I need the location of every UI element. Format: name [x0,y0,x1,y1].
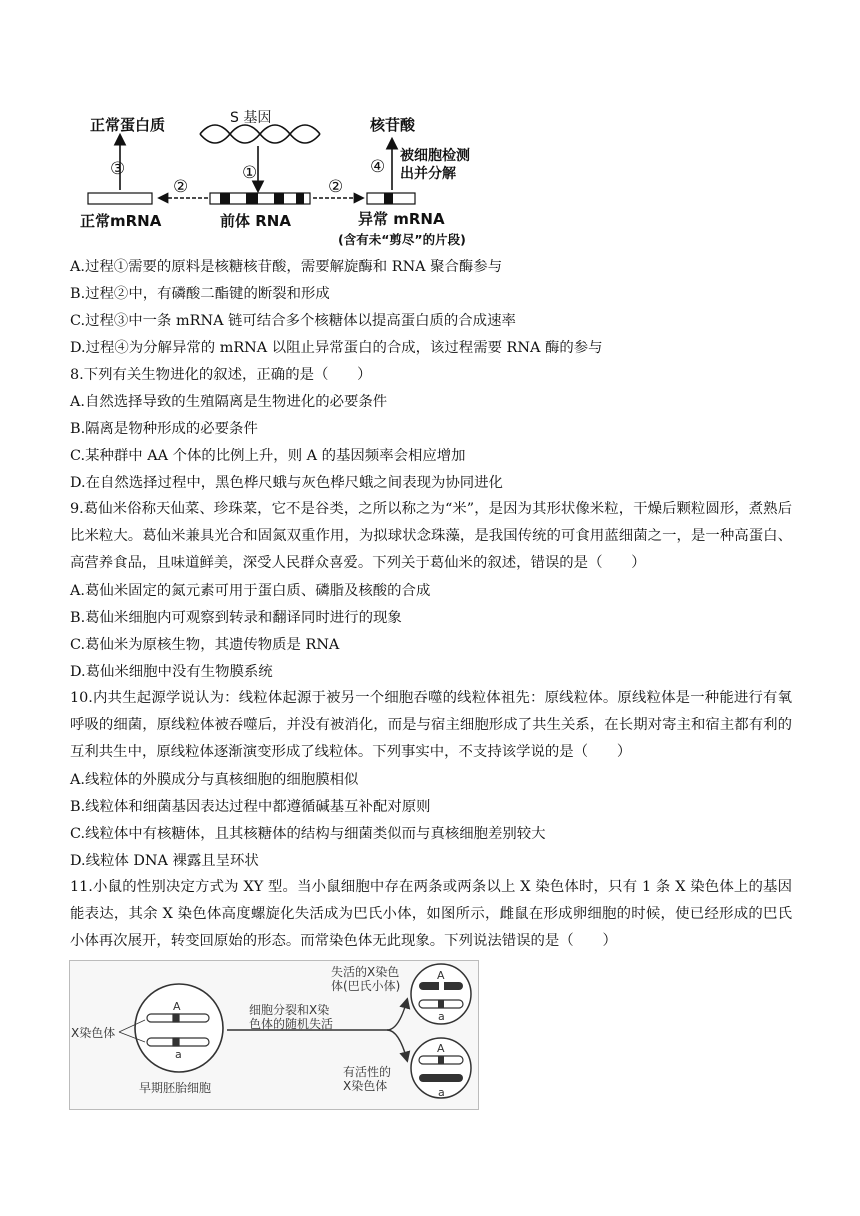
step-2-left-label: ② [173,177,189,197]
q11-stem: 11.小鼠的性别决定方式为 XY 型。当小鼠细胞中存在两条或两条以上 X 染色体时，只有 1 条 X 染色体上的基因能表达，其余 X 染色体高度螺旋化失活成为巴氏小体，如图所示，雌鼠在形成卵细胞的时候，使已经形成的巴氏小体再次展开，转变回原始的形态。而常染色体无此现象。下列说法错误的是（ ） [70,879,792,949]
x-chromosome-label: X染色体 [71,1026,116,1040]
q10-stem: 10.内共生起源学说认为：线粒体起源于被另一个细胞吞噬的线粒体祖先：原线粒体。原线粒体是一种能进行有氧呼吸的细菌，原线粒体被吞噬后，并没有被消化，而是与宿主细胞形成了共生关系，在长期对寄主和宿主都有利的互利共生中，原线粒体逐渐演变形成了线粒体。下列事实中，不支持该学说的是（ ） [70,690,792,760]
step-3-label: ③ [110,159,126,179]
figure-s-gene-processing [70,100,510,250]
q8-stem: 8.下列有关生物进化的叙述，正确的是（ ） [70,367,372,383]
normal-protein-label: 正常蛋白质 [90,116,166,134]
q10-option-b: B.线粒体和细菌基因表达过程中都遵循碱基互补配对原则 [70,799,431,815]
q9-option-a: A.葛仙米固定的氮元素可用于蛋白质、磷脂及核酸的合成 [70,583,431,599]
allele-A-label: A [173,1000,181,1013]
s-gene-label: S 基因 [230,110,272,126]
q7-option-b: B.过程②中，有磷酸二酯键的断裂和形成 [70,286,330,302]
step-2-right-label: ② [328,177,344,197]
q7-option-c: C.过程③中一条 mRNA 链可结合多个核糖体以提高蛋白质的合成速率 [70,313,516,329]
q8-option-d: D.在自然选择过程中，黑色桦尺蛾与灰色桦尺蛾之间表现为协同进化 [70,475,503,491]
abnormal-mrna-label: 异常 mRNA [358,210,445,228]
q9-option-d: D.葛仙米细胞中没有生物膜系统 [70,664,273,680]
early-embryo-label: 早期胚胎细胞 [139,1081,212,1095]
upper-allele-A: A [437,969,445,982]
step-1-label: ① [242,163,258,183]
detect-label-2: 出并分解 [400,166,456,182]
q8-option-b: B.隔离是物种形成的必要条件 [70,421,258,437]
q10-option-c: C.线粒体中有核糖体，且其核糖体的结构与细菌类似而与真核细胞差别较大 [70,826,546,842]
process-label-1: 细胞分裂和X染 [249,1003,330,1017]
abnormal-mrna-note: (含有未“剪尽”的片段) [338,232,466,247]
abnormal-mrna-bar [367,193,415,204]
q8-option-c: C.某种群中 AA 个体的比例上升，则 A 的基因频率会相应增加 [70,448,466,464]
detect-label-1: 被细胞检测 [400,148,470,164]
active-x-label-2: X染色体 [343,1079,388,1093]
pre-rna-label: 前体 RNA [220,212,291,230]
q9-option-c: C.葛仙米为原核生物，其遗传物质是 RNA [70,637,340,653]
lower-allele-A: A [437,1042,445,1055]
upper-allele-a: a [438,1010,445,1023]
step-4-label: ④ [370,157,386,177]
inactive-x-label-2: 体(巴氏小体) [331,979,401,993]
normal-mrna-label: 正常mRNA [80,212,162,230]
inactive-x-label-1: 失活的X染色 [331,965,400,979]
normal-mrna-bar [88,193,152,204]
q7-option-a: A.过程①需要的原料是核糖核苷酸，需要解旋酶和 RNA 聚合酶参与 [70,259,503,275]
q8-option-a: A.自然选择导致的生殖隔离是生物进化的必要条件 [70,394,388,410]
q10-option-d: D.线粒体 DNA 裸露且呈环状 [70,853,259,869]
process-label-2: 色体的随机失活 [249,1017,334,1031]
q9-option-b: B.葛仙米细胞内可观察到转录和翻译同时进行的现象 [70,610,402,626]
q9-stem: 9.葛仙米俗称天仙菜、珍珠菜，它不是谷类，之所以称之为“米”，是因为其形状像米粒，干燥后颗粒圆形，煮熟后比米粒大。葛仙米兼具光合和固氮双重作用，为拟球状念珠藻，是我国传统的可食用蓝细菌之一，是一种高蛋白、高营养食品，且味道鲜美，深受人民群众喜爱。下列关于葛仙米的叙述，错误的是（ ） [70,501,792,571]
figure-x-inactivation [69,960,479,1110]
dna-double-helix [200,125,320,143]
active-x-label-1: 有活性的 [343,1065,392,1079]
q10-option-a: A.线粒体的外膜成分与真核细胞的细胞膜相似 [70,772,359,788]
nucleotide-label: 核苷酸 [370,116,416,134]
allele-a-label: a [175,1048,182,1061]
lower-allele-a: a [438,1086,445,1099]
pre-rna-bar [210,193,310,204]
q7-option-d: D.过程④为分解异常的 mRNA 以阻止异常蛋白的合成，该过程需要 RNA 酶的参与 [70,340,603,356]
